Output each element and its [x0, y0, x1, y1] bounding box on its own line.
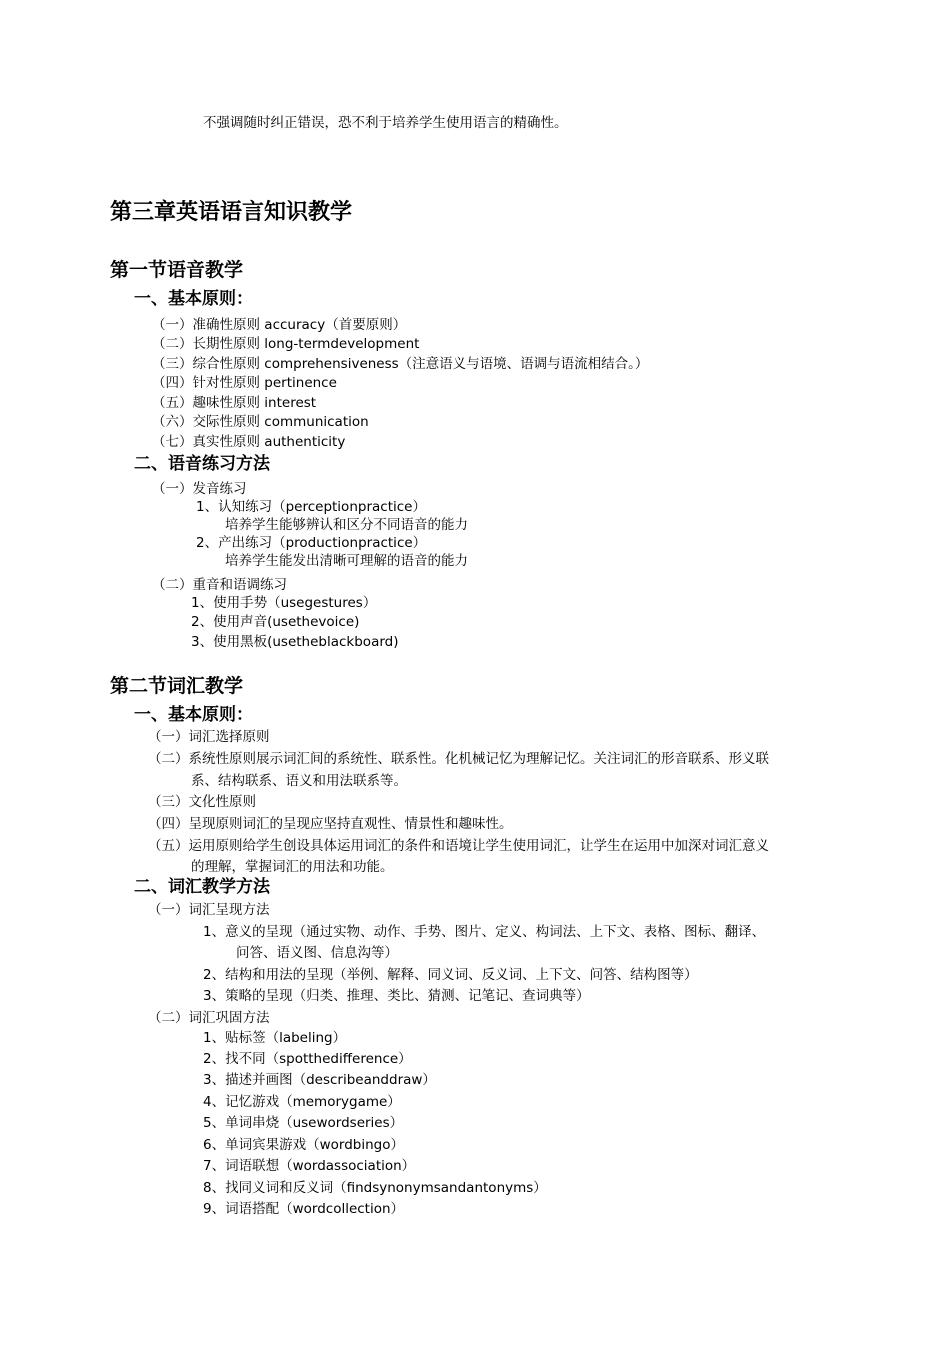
- list-item: 1、意义的呈现（通过实物、动作、手势、图片、定义、构词法、上下文、表格、图标、翻译、: [203, 924, 766, 940]
- subheading-stress-intonation: （二）重音和语调练习: [152, 577, 287, 593]
- heading-basic-principles: 一、基本原则：: [134, 705, 253, 725]
- list-item: 7、词语联想（wordassociation）: [203, 1158, 416, 1174]
- list-item: 1、贴标签（labeling）: [203, 1030, 347, 1046]
- section-title-phonetics: 第一节语音教学: [110, 259, 244, 281]
- list-item-desc: 培养学生能够辨认和区分不同语音的能力: [225, 517, 468, 533]
- list-item: 5、单词串烧（usewordseries）: [203, 1115, 404, 1131]
- chapter-title: 第三章英语语言知识教学: [110, 200, 353, 225]
- list-item: （六）交际性原则 communication: [152, 414, 369, 430]
- list-item-continuation: 问答、语义图、信息沟等）: [236, 945, 398, 961]
- list-item: （四）呈现原则词汇的呈现应坚持直观性、情景性和趣味性。: [148, 816, 513, 832]
- intro-paragraph: 不强调随时纠正错误，恐不利于培养学生使用语言的精确性。: [203, 115, 568, 131]
- list-item: （四）针对性原则 pertinence: [152, 375, 337, 391]
- list-item-continuation: 系、结构联系、语义和用法联系等。: [191, 773, 407, 789]
- subheading-consolidation: （二）词汇巩固方法: [148, 1010, 270, 1026]
- heading-practice-methods: 二、语音练习方法: [134, 454, 270, 474]
- list-item: 8、找同义词和反义词（findsynonymsandantonyms）: [203, 1180, 547, 1196]
- heading-teaching-methods: 二、词汇教学方法: [134, 877, 270, 897]
- list-item: （一）准确性原则 accuracy（首要原则）: [152, 317, 407, 333]
- list-item: 2、使用声音(usethevoice): [191, 614, 360, 630]
- list-item: 9、词语搭配（wordcollection）: [203, 1201, 405, 1217]
- list-item: （二）系统性原则展示词汇间的系统性、联系性。化机械记忆为理解记忆。关注词汇的形音联系、形义联: [148, 751, 769, 767]
- list-item: 2、找不同（spotthedifference）: [203, 1051, 412, 1067]
- list-item: 4、记忆游戏（memorygame）: [203, 1094, 401, 1110]
- list-item: 1、使用手势（usegestures）: [191, 595, 377, 611]
- list-item: 3、描述并画图（describeanddraw）: [203, 1072, 436, 1088]
- subheading-presentation: （一）词汇呈现方法: [148, 902, 270, 918]
- list-item: 2、结构和用法的呈现（举例、解释、同义词、反义词、上下文、问答、结构图等）: [203, 967, 698, 983]
- list-item: （二）长期性原则 long-termdevelopment: [152, 336, 420, 352]
- section-title-vocabulary: 第二节词汇教学: [110, 675, 244, 697]
- heading-basic-principles: 一、基本原则：: [134, 289, 253, 309]
- list-item: 2、产出练习（productionpractice）: [196, 535, 427, 551]
- list-item: 3、策略的呈现（归类、推理、类比、猜测、记笔记、查词典等）: [203, 988, 590, 1004]
- list-item: （三）综合性原则 comprehensiveness（注意语义与语境、语调与语流相结合。）: [152, 356, 649, 372]
- subheading-pronunciation: （一）发音练习: [152, 481, 247, 497]
- list-item-desc: 培养学生能发出清晰可理解的语音的能力: [225, 553, 468, 569]
- list-item: （五）趣味性原则 interest: [152, 395, 317, 411]
- list-item: （五）运用原则给学生创设具体运用词汇的条件和语境让学生使用词汇，让学生在运用中加深对词汇意义: [148, 838, 769, 854]
- list-item-continuation: 的理解，掌握词汇的用法和功能。: [191, 859, 394, 875]
- list-item: 6、单词宾果游戏（wordbingo）: [203, 1137, 404, 1153]
- list-item: 1、认知练习（perceptionpractice）: [196, 499, 426, 515]
- list-item: 3、使用黑板(usetheblackboard): [191, 634, 399, 650]
- list-item: （七）真实性原则 authenticity: [152, 434, 346, 450]
- list-item: （三）文化性原则: [148, 794, 256, 810]
- list-item: （一）词汇选择原则: [148, 729, 270, 745]
